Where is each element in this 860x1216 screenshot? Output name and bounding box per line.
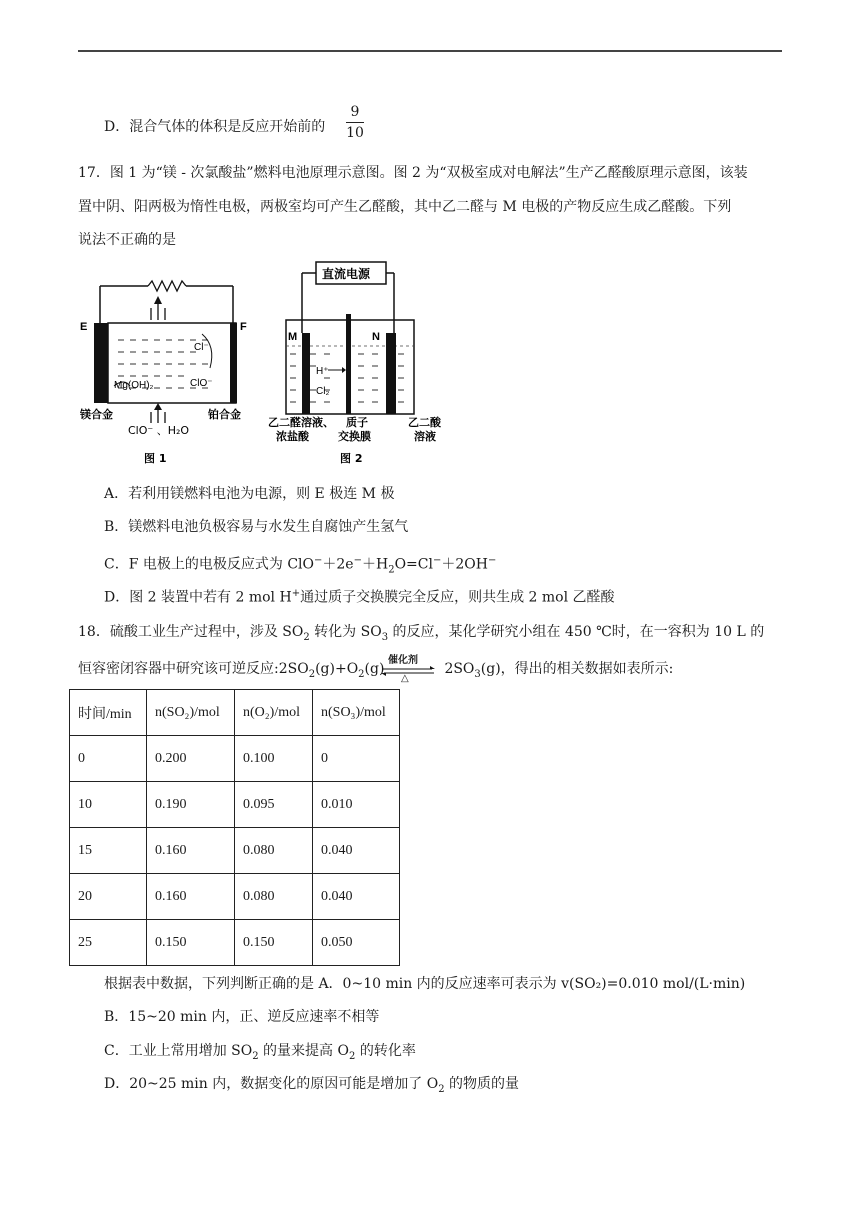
- fraction-nine-tenths: 9 10: [346, 104, 364, 141]
- fig1-caption: 图 1: [144, 452, 167, 465]
- label-F: F: [240, 321, 247, 333]
- table-cell: 0: [70, 736, 147, 782]
- q17-option-b: B．镁燃料电池负极容易与水发生自腐蚀产生氢气: [104, 519, 409, 535]
- q17-line2: 置中阴、阳两极为惰性电极，两极室均可产生乙醛酸，其中乙二醛与 M 电极的产物反应生成乙醛酸。下列: [78, 199, 732, 215]
- label-glyoxal-a1: 乙二醛溶液、: [268, 416, 334, 429]
- label-E: E: [80, 321, 88, 333]
- heat-symbol: △: [401, 673, 409, 684]
- table-header-row: [70, 690, 400, 736]
- label-pt-alloy: 铂合金: [208, 408, 241, 421]
- table-row: [70, 874, 400, 920]
- q18-option-d: D．20~25 min 内，数据变化的原因可能是增加了 $O_2$ 的物质的量: [104, 1076, 520, 1095]
- table-row: [70, 736, 400, 782]
- table-cell: 0.190: [147, 782, 235, 828]
- catalyst-label: 催化剂: [388, 655, 418, 666]
- table-cell: 0.050: [313, 920, 400, 966]
- label-glyoxal-a2: 浓盐酸: [276, 430, 309, 443]
- q16-option-d: D．混合气体的体积是反应开始前的: [104, 119, 326, 135]
- q17-line1: 17．图 1 为“镁 - 次氯酸盐”燃料电池原理示意图。图 2 为“双极室成对电解法”生产乙醛酸原理示意图，该装: [78, 165, 748, 181]
- q18-after-table: 根据表中数据，下列判断正确的是 A．0~10 min 内的反应速率可表示为 v(SO₂)=0.010 mol/(L·min): [104, 976, 746, 992]
- table-header-cell: n(SO₂)/mol: [147, 690, 235, 736]
- header-rule: [78, 50, 782, 52]
- q18-line1: 18．硫酸工业生产过程中，涉及 $SO_2$ 转化为 $SO_3$ 的反应，某化学研究小组在 450 ℃时，在一容积为 10 L 的: [78, 624, 765, 643]
- table-header-cell: 时间/min: [70, 690, 147, 736]
- label-M: M: [288, 331, 298, 343]
- label-membrane-b1: 质子: [346, 416, 368, 429]
- table-cell: 25: [70, 920, 147, 966]
- table-row: [70, 828, 400, 874]
- q17-line3: 说法不正确的是: [78, 232, 176, 248]
- label-fig1-bottom: ClO⁻ 、H₂O: [128, 424, 190, 437]
- table-cell: 0.010: [313, 782, 400, 828]
- figure-1-fuel-cell: [78, 268, 258, 468]
- label-membrane-b2: 交换膜: [338, 430, 371, 443]
- table-cell: 0.080: [235, 828, 313, 874]
- q18-option-b: B．15~20 min 内，正、逆反应速率不相等: [104, 1009, 380, 1025]
- table-cell: 0: [313, 736, 400, 782]
- label-clo-right: ClO⁻: [190, 378, 213, 389]
- q17-option-d: D．图 2 装置中若有 2 mol H+通过质子交换膜完全反应，则共生成 2 mol 乙醛酸: [104, 588, 615, 606]
- label-N: N: [372, 331, 380, 343]
- table-cell: 0.160: [147, 874, 235, 920]
- label-mgoh2: Mg(OH)₂: [114, 380, 154, 391]
- table-cell: 15: [70, 828, 147, 874]
- label-mg-alloy: 镁合金: [80, 408, 113, 421]
- label-cl-minus: Cl⁻: [194, 342, 209, 353]
- table-cell: 0.150: [235, 920, 313, 966]
- q17-option-a: A．若利用镁燃料电池为电源，则 E 极连 M 极: [104, 486, 395, 502]
- table-cell: 0.040: [313, 874, 400, 920]
- label-hplus: H⁺: [316, 366, 329, 377]
- q18-option-c: C．工业上常用增加 $SO_2$ 的量来提高 $O_2$ 的转化率: [104, 1043, 416, 1062]
- table-cell: 0.080: [235, 874, 313, 920]
- figure-2-electrolysis: [268, 258, 458, 468]
- q17-option-c: C．F 电极上的电极反应式为 $ClO^-+2e^-+H_2O=Cl^-+2OH^-$: [104, 555, 497, 576]
- table-row: [70, 782, 400, 828]
- table-header-cell: n(O₂)/mol: [235, 690, 313, 736]
- q18-line2: 恒容密闭容器中研究该可逆反应$:2SO_2(g)+O_2(g)$ $2SO_3(g)$，得出的相关数据如表所示:: [78, 661, 674, 680]
- table-cell: 0.150: [147, 920, 235, 966]
- table-row: [70, 920, 400, 966]
- data-table: [69, 689, 400, 966]
- table-cell: 0.160: [147, 828, 235, 874]
- label-oxalic-c1: 乙二酸: [408, 416, 441, 429]
- power-supply-label: 直流电源: [322, 267, 371, 281]
- table-cell: 0.200: [147, 736, 235, 782]
- label-oxalic-c2: 溶液: [414, 430, 436, 443]
- table-cell: 0.100: [235, 736, 313, 782]
- table-cell: 0.040: [313, 828, 400, 874]
- table-cell: 10: [70, 782, 147, 828]
- table-header-cell: n(SO₃)/mol: [313, 690, 400, 736]
- table-cell: 0.095: [235, 782, 313, 828]
- fig2-caption: 图 2: [340, 452, 363, 465]
- table-cell: 20: [70, 874, 147, 920]
- label-cl2: Cl₂: [316, 386, 330, 397]
